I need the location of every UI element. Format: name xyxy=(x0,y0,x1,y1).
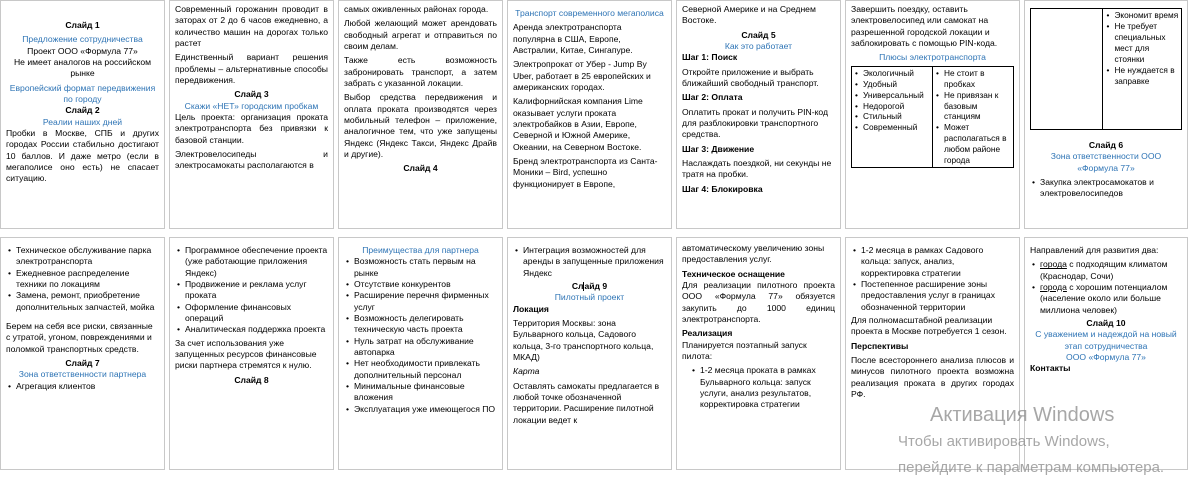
paragraph: Берем на себя все риски, связанные с утратой, угоном, повреждениями и поломкой транспортных средств. xyxy=(6,321,153,354)
list-item xyxy=(1040,259,1182,282)
paragraph: Планируется поэтапный запуск пилота: xyxy=(682,339,807,362)
list-item xyxy=(1040,282,1182,316)
list-item: • Ежедневное распределение техники по локациям xyxy=(16,268,159,291)
paragraph: Для полномасштабной реализации проекта в Москве потребуется 1 сезон. xyxy=(851,315,1007,337)
paragraph: После всестороннего анализа плюсов и минусов пилотного проекта возможна реализация проката в других городах РФ. xyxy=(851,355,1014,400)
page-5 xyxy=(676,0,841,229)
slide-title: Европейский формат передвижения по городу xyxy=(9,82,156,105)
list-item: • Агрегация клиентов xyxy=(16,381,159,392)
list-item: • Современный xyxy=(863,122,930,133)
list-item: • Нет необходимости привлекать дополнительный персонал xyxy=(354,358,497,381)
benefits-table xyxy=(851,66,1014,168)
list-item: • Может располагаться в любом районе города xyxy=(944,122,1011,166)
bullet-list xyxy=(6,381,159,392)
list-item: • Экологичный xyxy=(863,68,930,79)
list-item: • Недорогой xyxy=(863,101,930,112)
windows-activation-watermark-text: перейдите к параметрам компьютера. xyxy=(898,459,1165,476)
list-item: • Возможность делегировать техническую часть проекта xyxy=(354,313,497,336)
paragraph: Также есть возможность забронировать транспорт, а затем забрать с указанной локации. xyxy=(344,55,497,89)
paragraph: Электровелосипеды и электросамокаты располагаются в xyxy=(175,149,328,171)
paragraph: Северной Америке и на Среднем Востоке. xyxy=(682,4,816,26)
paragraph: Оставлять самокаты предлагается в любой точке обозначенной территории. Расширение пилотной локации ведет к xyxy=(513,380,660,425)
list-item: • Удобный xyxy=(863,79,930,90)
list-item: • Оформление финансовых операций xyxy=(185,302,328,325)
list-item: • Продвижение и реклама услуг проката xyxy=(185,279,328,302)
slide-heading: Слайд 7 xyxy=(65,358,100,369)
list-item: • Не требует специальных мест для стоянки xyxy=(1114,21,1179,65)
paragraph: автоматическому увеличению зоны предоставления услуг. xyxy=(682,243,825,265)
list-item: • Экономит время xyxy=(1114,10,1179,21)
page-1 xyxy=(0,0,165,229)
slide-heading-part: айд 9 xyxy=(584,281,608,292)
slide-heading xyxy=(513,281,666,292)
page-7 xyxy=(1024,0,1188,229)
list-item: • Не нуждается в заправке xyxy=(1114,65,1179,87)
slide-title: Скажи «НЕТ» городским пробкам xyxy=(184,100,319,111)
slide-title: Реалии наших дней xyxy=(42,116,123,127)
slide-heading: Слайд 1 xyxy=(65,20,100,30)
list-item: • Расширение перечня фирменных услуг xyxy=(354,290,497,313)
paragraph: Современный горожанин проводит в заторах от 2 до 6 часов ежедневно, а количество машин на дорогах только растет xyxy=(175,4,328,49)
bullet-list xyxy=(6,245,159,313)
list-item: • Эксплуатация уже имеющегося ПО xyxy=(354,404,497,415)
slide-title: Преимущества для партнера xyxy=(362,245,479,255)
paragraph: Для реализации пилотного проекта ООО «Формула 77» обязуется закупить до 1000 единиц электротранспорта. xyxy=(682,280,835,325)
bullet-list xyxy=(682,365,835,410)
paragraph: За счет использования уже запущенных ресурсов финансовые риски партнера стремятся к нулю. xyxy=(175,337,317,371)
list-item: • Постепенное расширение зоны предоставления услуг в границах обозначенной территории xyxy=(861,279,1014,313)
slide-heading-part: Сл xyxy=(571,281,584,292)
page-12 xyxy=(676,237,841,470)
benefits-table-continued xyxy=(1030,8,1182,130)
page-11 xyxy=(507,237,672,470)
list-item: • 1-2 месяца проката в рамках Бульварного кольца: запуск услуги, анализ результатов, корректировка стратегии xyxy=(700,365,835,410)
step-heading: Шаг 2: Оплата xyxy=(682,92,743,103)
slide-title: Зона ответственности ООО «Формула 77» xyxy=(1050,151,1162,173)
paragraph: Единственный вариант решения проблемы – альтернативные способы передвижения. xyxy=(175,52,328,86)
list-item: • Закупка электросамокатов и электровелосипедов xyxy=(1040,177,1182,200)
slide-title: С уважением и надеждой на новый этап сотрудничества xyxy=(1035,329,1177,351)
list-item: • Техническое обслуживание парка электротранспорта xyxy=(16,245,159,268)
paragraph: самых оживленных районах города. xyxy=(344,4,489,14)
paragraph: Пробки в Москве, СПБ и других городах России стабильно достигают 10 баллов. И даже метро (если в мегаполисе оно есть) не спасает ситуацию. xyxy=(6,128,159,184)
windows-activation-watermark-title: Активация Windows xyxy=(930,404,1115,426)
paragraph: Аренда электротранспорта популярна в США, Европе, Австралии, Китае, Сингапуре. xyxy=(513,22,633,56)
spellcheck-word: города xyxy=(1040,282,1067,293)
bullet-list xyxy=(175,245,328,336)
list-item: • Аналитическая поддержка проекта xyxy=(185,324,328,335)
paragraph: Выбор средства передвижения и оплата проката производятся через мобильный телефон – приложение, аналогичное тем, что уже запущены Яндекс (Яндекс Такси, Яндекс Драйв и другие). xyxy=(344,92,497,160)
slide-heading: Слайд 2 xyxy=(65,105,100,116)
list-item: • Программное обеспечение проекта (уже работающие приложения Яндекс) xyxy=(185,245,328,279)
benefits-left-list xyxy=(854,68,930,134)
list-item: • 1-2 месяца в рамках Садового кольца: запуск, анализ, корректировка стратегии xyxy=(861,245,1014,279)
list-item: • Универсальный xyxy=(863,90,930,101)
list-item: • Замена, ремонт, приобретение дополнительных запчастей, мойка xyxy=(16,290,159,313)
paragraph: Завершить поездку, оставить электровелосипед или самокат на разрешенной городской локации и заблокировать с помощью PIN-кода. xyxy=(851,4,998,49)
slide-title: Транспорт современного мегаполиса xyxy=(515,8,664,18)
paragraph: Направлений для развития два: xyxy=(1030,245,1159,255)
slide-heading: Слайд 5 xyxy=(741,29,776,40)
slide-heading: Слайд 6 xyxy=(1088,140,1124,150)
list-item: • Не привязан к базовым станциям xyxy=(944,90,1011,123)
step-heading: Шаг 3: Движение xyxy=(682,143,755,154)
list-item: • Не стоит в пробках xyxy=(944,68,1011,90)
slide-title: Предложение сотрудничества xyxy=(22,34,143,45)
list-item-text: с хорошим потенциалом (население около или больше миллиона человек) xyxy=(1040,282,1168,315)
section-heading: Техническое оснащение xyxy=(682,268,785,279)
paragraph: Бренд электротранспорта из Санта-Моники – Bird, успешно функционирует в Европе, xyxy=(513,156,658,189)
list-item: • Минимальные финансовые вложения xyxy=(354,381,497,404)
slide-heading: Слайд 4 xyxy=(403,163,438,174)
paragraph: Электропрокат от Убер - Jump By Uber, работает в 25 европейских и американских городах. xyxy=(513,59,651,93)
paragraph: Территория Москвы: зона Бульварного кольца, Садового кольца, 3-го транспортного кольца, МКАД) xyxy=(513,318,654,363)
page-9 xyxy=(169,237,334,470)
section-heading: Перспективы xyxy=(851,340,909,351)
page-10 xyxy=(338,237,503,470)
slide-heading: Слайд 3 xyxy=(234,89,269,100)
slide-title: Пилотный проект xyxy=(554,292,625,303)
page-3 xyxy=(338,0,503,229)
paragraph: Проект ООО «Формула 77» xyxy=(27,45,138,56)
list-item: • Нуль затрат на обслуживание автопарка xyxy=(354,336,497,359)
slide-title: ООО «Формула 77» xyxy=(1066,352,1146,363)
slide-heading: Слайд 8 xyxy=(234,374,269,385)
section-heading: Реализация xyxy=(682,328,733,339)
bullet-list xyxy=(851,245,1014,313)
slide-heading: Слайд 10 xyxy=(1086,318,1126,329)
benefits-right-list xyxy=(1105,10,1179,87)
list-item: • Возможность стать первым на рынке xyxy=(354,256,497,279)
page-2 xyxy=(169,0,334,229)
paragraph: Откройте приложение и выбрать ближайший свободный транспорт. xyxy=(682,66,819,89)
page-6 xyxy=(845,0,1020,229)
section-heading: Карта xyxy=(513,366,540,377)
list-item: • Интеграция возможностей для аренды в запущенные приложения Яндекс xyxy=(523,245,666,279)
paragraph: Цель проекта: организация проката электротранспорта без привязки к базовой станции. xyxy=(175,112,328,145)
benefits-right-list xyxy=(935,68,1011,166)
step-heading: Шаг 1: Поиск xyxy=(682,52,738,63)
page-4 xyxy=(507,0,672,229)
section-heading: Локация xyxy=(513,303,549,314)
paragraph: Любой желающий может арендовать свободный агрегат и отправиться по своим делам. xyxy=(344,18,497,52)
step-heading: Шаг 4: Блокировка xyxy=(682,183,763,194)
spellcheck-word: города xyxy=(1040,259,1067,270)
list-item: • Стильный xyxy=(863,111,930,122)
paragraph: Оплатить прокат и получить PIN-код для разблокировки транспортного средства. xyxy=(682,106,829,140)
slide-title: Как это работает xyxy=(724,41,793,52)
bullet-list xyxy=(344,256,497,415)
page-8 xyxy=(0,237,165,470)
bullet-list xyxy=(513,245,666,279)
bullet-list xyxy=(1030,177,1182,200)
slide-title: Зона ответственности партнера xyxy=(18,369,147,380)
bullet-list xyxy=(1030,259,1182,316)
paragraph: Калифорнийская компания Lime оказывает услуги проката электробайков в Азии, Европе, Северной и Южной Америке, Океании, на Северном Востоке. xyxy=(513,96,643,152)
list-item: • Отсутствие конкурентов xyxy=(354,279,497,290)
section-heading: Контакты xyxy=(1030,363,1071,374)
paragraph: Не имеет аналогов на российском рынке xyxy=(13,57,152,79)
windows-activation-watermark-text: Чтобы активировать Windows, xyxy=(898,433,1110,450)
paragraph: Наслаждать поездкой, ни секунды не тратя на пробки. xyxy=(682,158,832,180)
list-item-text: с подходящим климатом (Краснодар, Сочи) xyxy=(1040,259,1168,281)
slide-title: Плюсы электротранспорта xyxy=(879,52,986,63)
